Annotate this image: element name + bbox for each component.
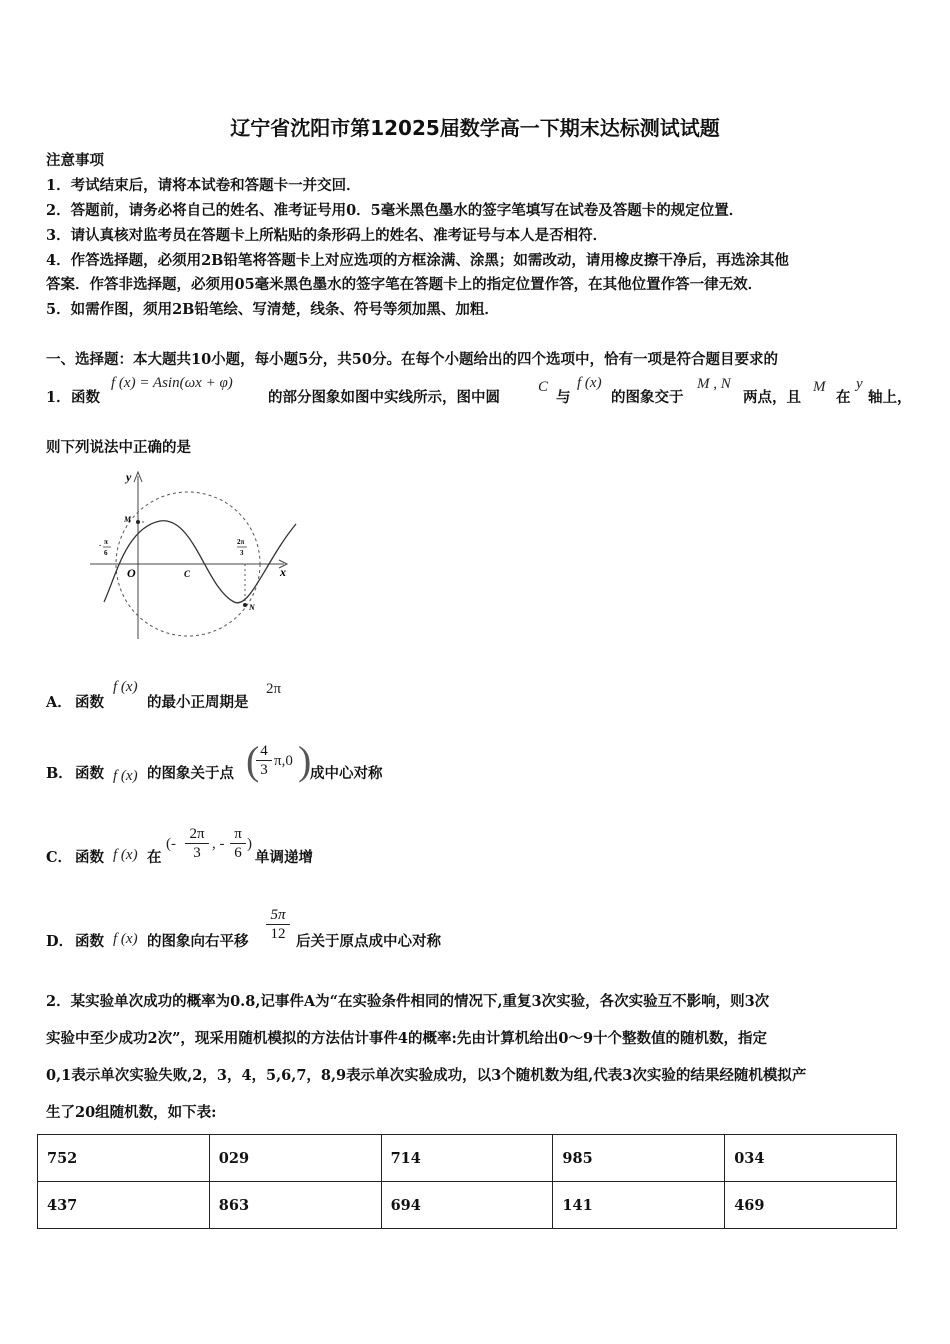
notice-item: 答案．作答非选择题，必须用05毫米黑色墨水的签字笔在答题卡上的指定位置作答，在其他位置作答一律无效． (46, 276, 763, 293)
origin-label: O (127, 566, 136, 580)
option-d-text-2: 的图象向右平移 (147, 933, 249, 950)
table-cell: 141 (553, 1182, 725, 1229)
option-c-text-3: 单调递增 (255, 849, 313, 866)
points-symbol: M , N (697, 376, 731, 392)
option-b-label: B． (46, 765, 73, 782)
option-c-open: (- (166, 836, 176, 852)
table-cell: 752 (38, 1135, 210, 1182)
table-cell: 714 (381, 1135, 553, 1182)
option-c-fraction-1 (185, 825, 209, 862)
table-cell: 694 (381, 1182, 553, 1229)
option-d-num: 5π (266, 906, 290, 925)
q2-line: 生了20组随机数，如下表: (46, 1104, 217, 1121)
option-c-den-2: 6 (234, 845, 242, 861)
m-label: M (124, 515, 132, 524)
q1-text-4: 的图象交于 (611, 389, 684, 406)
notice-item: 5．如需作图，须用2B铅笔绘、写清楚，线条、符号等须加黑、加粗． (46, 301, 499, 318)
y-symbol: y (856, 376, 863, 392)
option-c-num-2: π (230, 825, 246, 844)
section-heading: 一、选择题：本大题共10小题，每小题5分，共50分。在每个小题给出的四个选项中，恰有一项是符合题目要求的 (46, 351, 778, 368)
x-label: x (280, 565, 286, 579)
option-b-text-1: 函数 (75, 765, 104, 782)
right-tick-num: 2π (237, 538, 245, 546)
option-a-value: 2π (266, 681, 282, 697)
function-symbol: f (x) (577, 375, 602, 391)
point-m-symbol: M (813, 379, 826, 395)
option-b-text-3: 成中心对称 (310, 765, 383, 782)
page-title: 辽宁省沈阳市第12025届数学高一下期末达标测试试题 (230, 116, 720, 140)
point-m (136, 520, 140, 524)
c-label: C (184, 569, 191, 579)
q1-text-2: 的部分图象如图中实线所示，图中圆 (268, 389, 500, 406)
notice-item: 4．作答选择题，必须用2B铅笔将答题卡上对应选项的方框涂满、涂黑；如需改动，请用橡皮擦干净后，再选涂其他 (46, 252, 789, 269)
option-d-label: D． (46, 933, 74, 950)
left-tick-num: π (104, 538, 108, 546)
table-row (38, 1135, 897, 1182)
question-number: 1． (46, 389, 71, 406)
function-graph (82, 464, 304, 644)
option-c-den-1: 3 (193, 845, 201, 861)
option-c-fraction-2 (230, 825, 246, 862)
option-d-text-3: 后关于原点成中心对称 (296, 933, 441, 950)
option-c-text-1: 函数 (75, 849, 104, 866)
option-a-text-1: 函数 (75, 694, 104, 711)
option-b-num: 4 (256, 742, 272, 761)
option-d-fraction (266, 906, 290, 943)
left-tick-minus: - (99, 541, 102, 549)
option-d-den: 12 (270, 926, 286, 942)
q1-text-3: 与 (556, 389, 571, 406)
option-c-num-1: 2π (185, 825, 209, 844)
option-c-close: ) (247, 836, 252, 852)
notice-item: 1．考试结束后，请将本试卷和答题卡一并交回． (46, 177, 361, 194)
left-paren: ( (246, 738, 260, 783)
notice-item: 2．答题前，请务必将自己的姓名、准考证号用0．5毫米黑色墨水的签字笔填写在试卷及答题卡的规定位置． (46, 202, 744, 219)
y-label: y (126, 470, 132, 484)
q1-stem-line-2: 则下列说法中正确的是 (46, 439, 191, 456)
table-cell: 469 (725, 1182, 897, 1229)
circle-symbol: C (538, 379, 549, 395)
table-cell: 863 (209, 1182, 381, 1229)
q1-text-6: 在 (836, 389, 851, 406)
q1-text-1: 函数 (71, 389, 100, 406)
table-cell: 029 (209, 1135, 381, 1182)
option-b-fraction (256, 742, 272, 779)
table-row (38, 1182, 897, 1229)
q1-text-7: 轴上， (868, 389, 912, 406)
option-d-fx: f (x) (113, 931, 138, 947)
point-n (243, 603, 247, 607)
q2-line: 实验中至少成功2次”，现采用随机模拟的方法估计事件4的概率:先由计算机给出0～9十个整数值的随机数，指定 (46, 1030, 768, 1047)
left-tick-den: 6 (104, 549, 108, 557)
option-d-text-1: 函数 (75, 933, 104, 950)
option-c-text-2: 在 (147, 849, 162, 866)
right-tick-den: 3 (240, 549, 244, 557)
option-b-tail: π,0 (274, 753, 293, 769)
option-a-label: A． (46, 694, 72, 711)
option-b-text-2: 的图象关于点 (147, 765, 234, 782)
random-number-table (37, 1134, 897, 1229)
sine-curve (104, 521, 296, 603)
notice-item: 3．请认真核对监考员在答题卡上所粘贴的条形码上的姓名、准考证号与本人是否相符． (46, 227, 608, 244)
q1-text-5: 两点，且 (743, 389, 801, 406)
function-definition: f (x) = Asin(ωx + φ) (111, 375, 233, 391)
right-paren: ) (298, 738, 312, 783)
option-a-text-2: 的最小正周期是 (147, 694, 249, 711)
table-cell: 437 (38, 1182, 210, 1229)
q2-line: 0,1表示单次实验失败,2，3，4，5,6,7，8,9表示单次实验成功，以3个随机数为组,代表3次实验的结果经随机模拟产 (46, 1067, 807, 1084)
option-c-fx: f (x) (113, 847, 138, 863)
option-c-mid: , - (212, 836, 225, 852)
q2-line: 2．某实验单次成功的概率为0.8,记事件A为“在实验条件相同的情况下,重复3次实验，各次实验互不影响，则3次 (46, 993, 770, 1010)
option-b-fx: f (x) (113, 768, 138, 784)
notice-heading: 注意事项 (46, 152, 104, 169)
table-cell: 034 (725, 1135, 897, 1182)
option-b-den: 3 (260, 762, 268, 778)
table-cell: 985 (553, 1135, 725, 1182)
n-label: N (249, 603, 255, 612)
option-a-fx: f (x) (113, 679, 138, 695)
option-c-label: C． (46, 849, 73, 866)
